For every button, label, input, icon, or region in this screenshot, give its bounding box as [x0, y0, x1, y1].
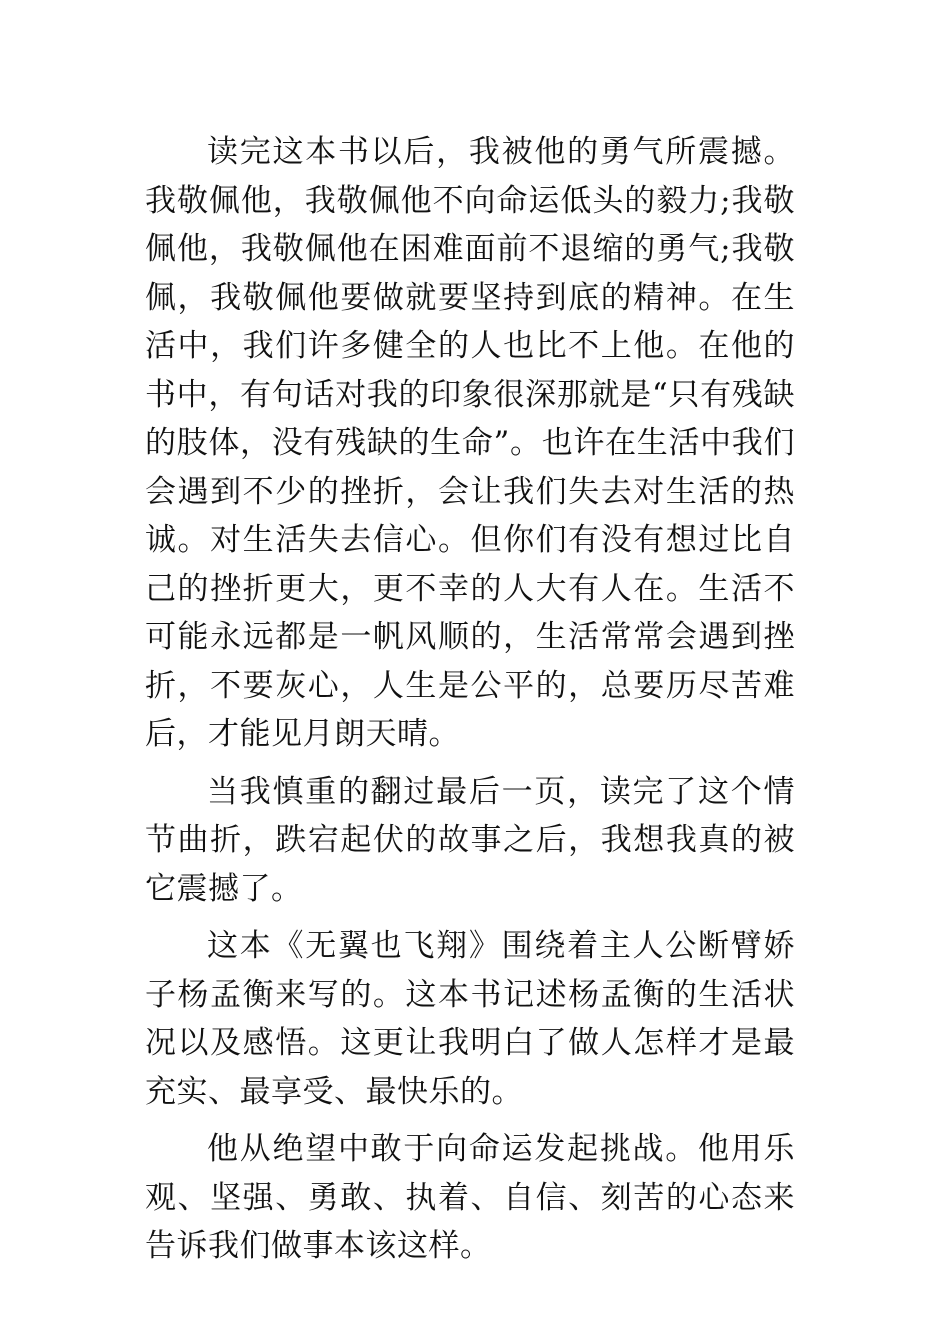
paragraph-1: 读完这本书以后，我被他的勇气所震撼。我敬佩他，我敬佩他不向命运低头的毅力;我敬佩他，我敬佩他在困难面前不退缩的勇气;我敬佩，我敬佩他要做就要坚持到底的精神。在生活中，我们许多健全的人也比不上他。在他的书中，有句话对我的印象很深那就是“只有残缺的肢体，没有残缺的生命”。也许在生活中我们会遇到不少的挫折，会让我们失去对生活的热诚。对生活失去信心。但你们有没有想过比自己的挫折更大，更不幸的人大有人在。生活不可能永远都是一帆风顺的，生活常常会遇到挫折，不要灰心，人生是公平的，总要历尽苦难后，才能见月朗天晴。: [145, 134, 795, 752]
paragraph-4: 他从绝望中敢于向命运发起挑战。他用乐观、坚强、勇敢、执着、自信、刻苦的心态来告诉我们做事本该这样。: [145, 1131, 795, 1264]
paragraph-2: 当我慎重的翻过最后一页，读完了这个情节曲折，跌宕起伏的故事之后，我想我真的被它震撼了。: [145, 773, 795, 907]
paragraph-3: 这本《无翼也飞翔》围绕着主人公断臂娇子杨孟衡来写的。这本书记述杨孟衡的生活状况以及感悟。这更让我明白了做人怎样才是最充实、最享受、最快乐的。: [145, 928, 795, 1110]
essay-body: [145, 128, 795, 1280]
